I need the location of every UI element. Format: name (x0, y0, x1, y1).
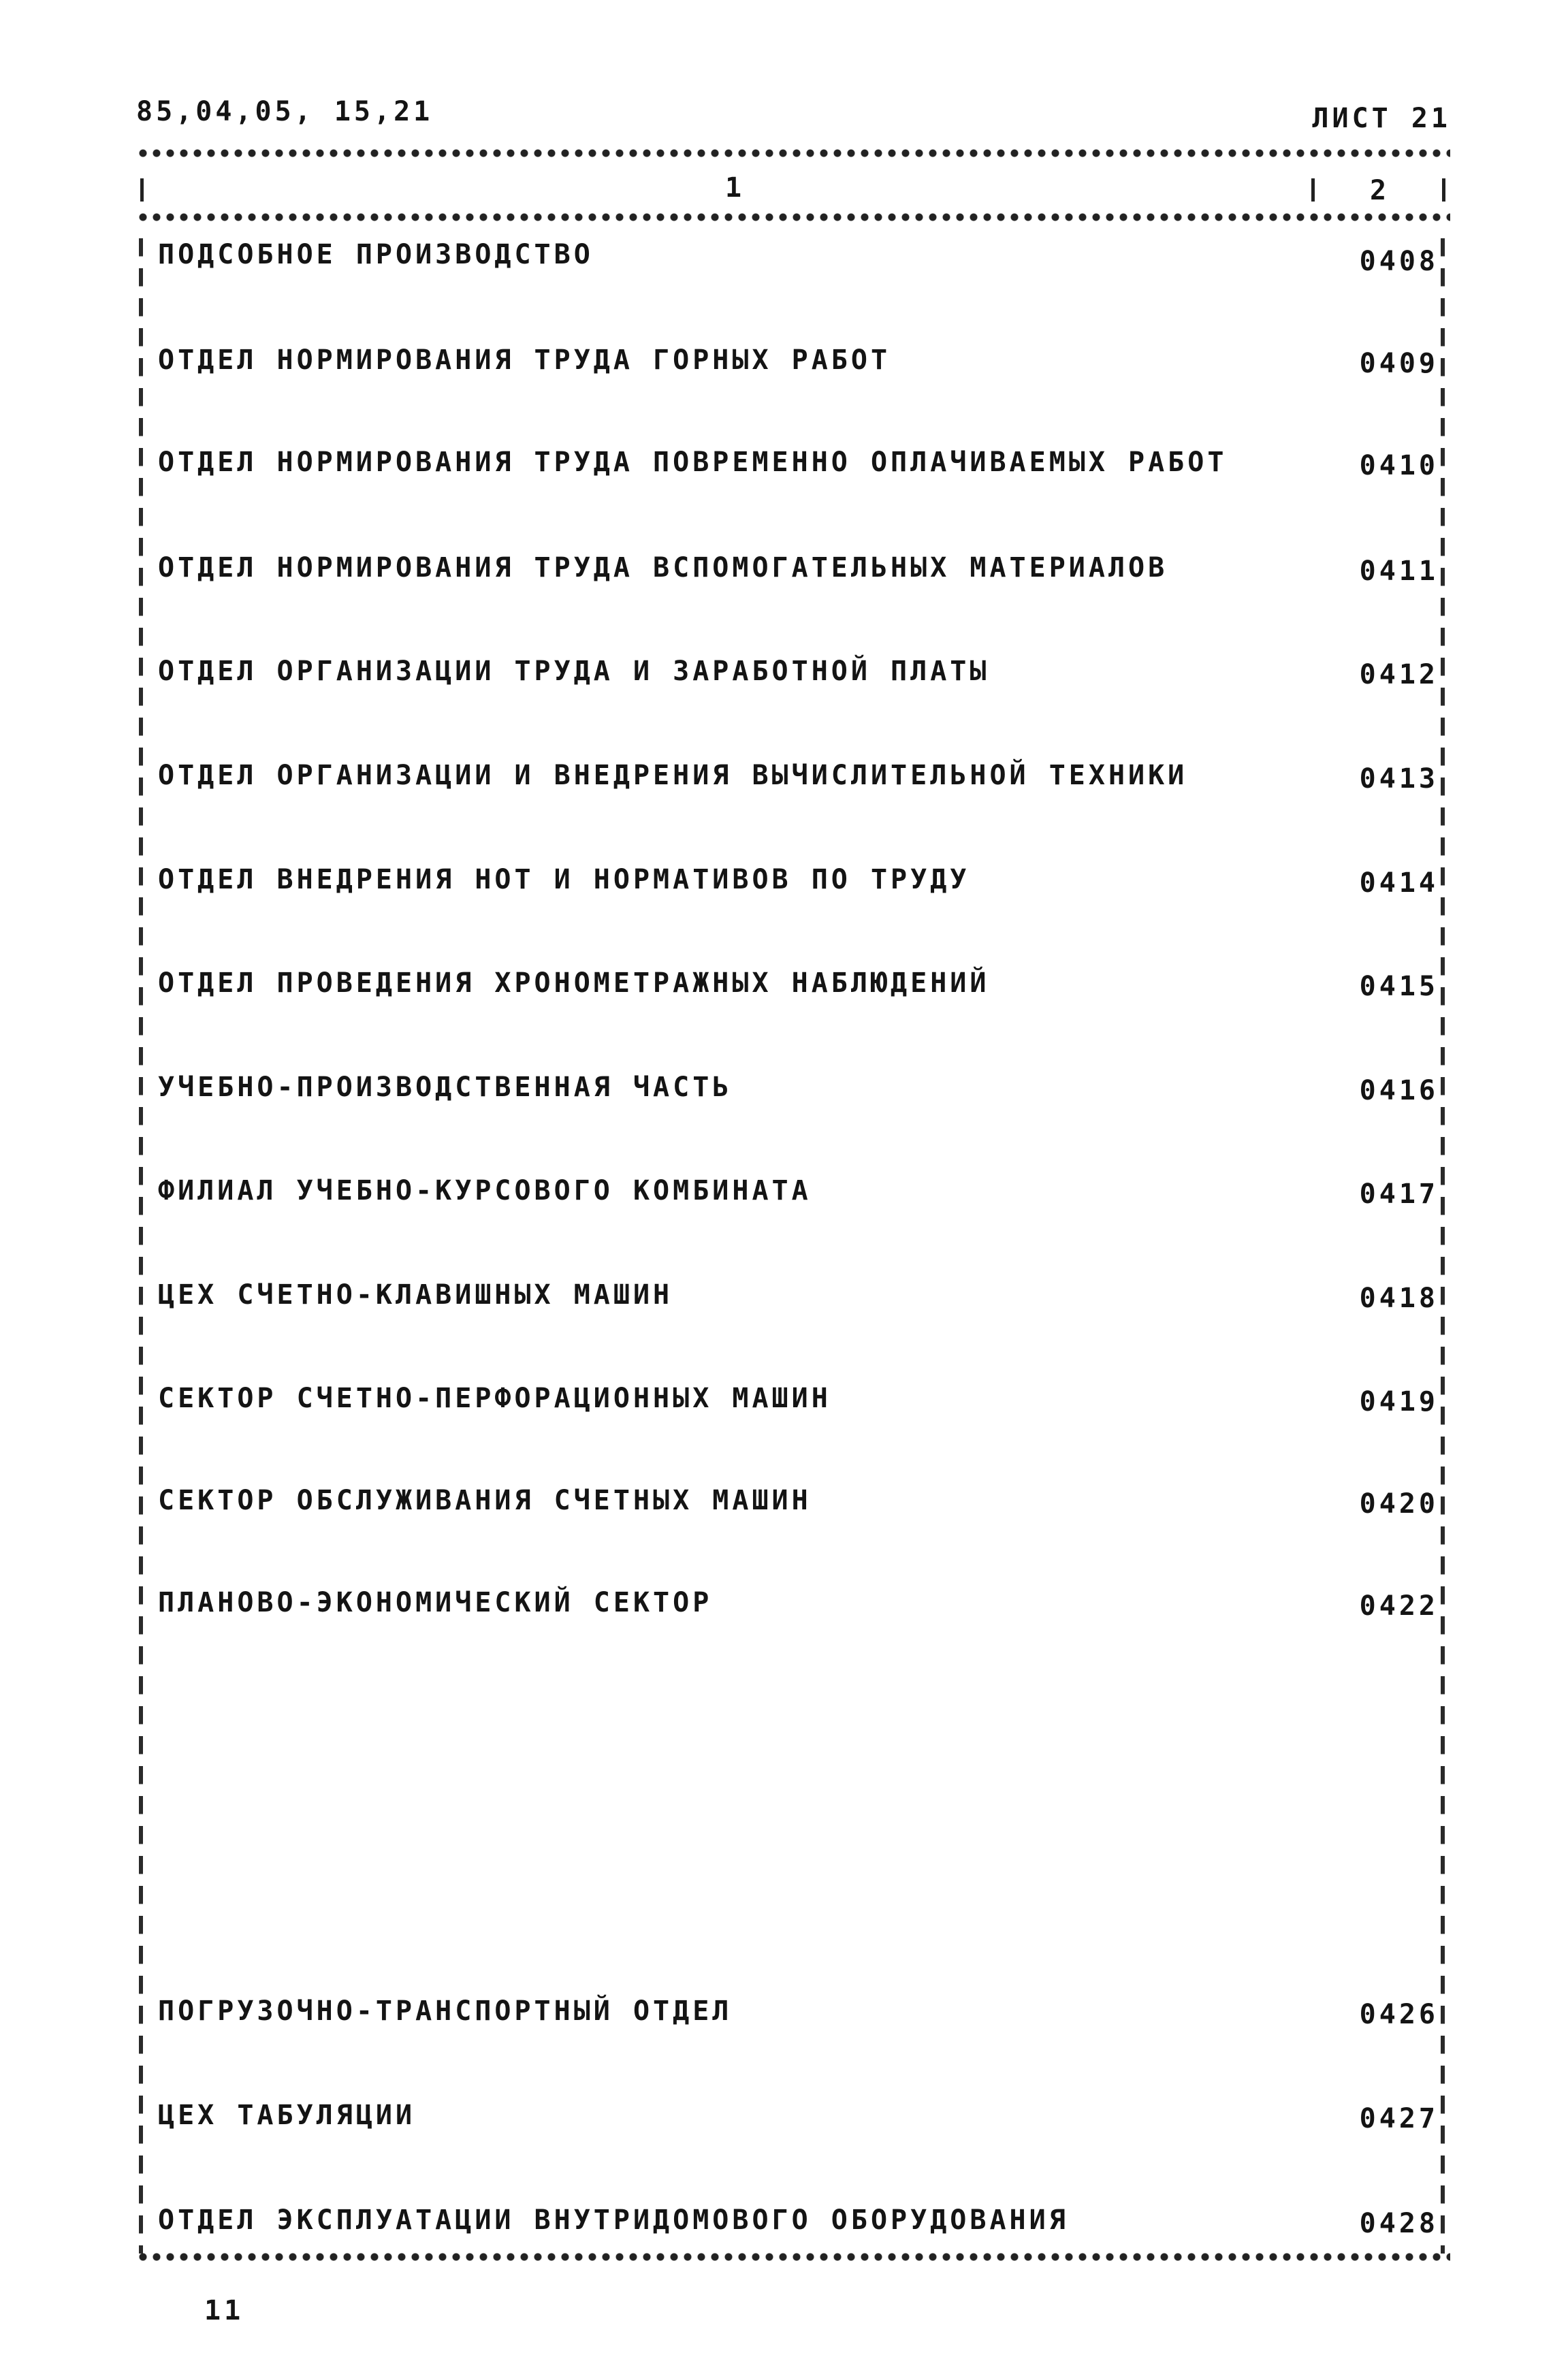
list-item-code: 0408 (1359, 246, 1439, 277)
page-number: 11 (204, 2295, 244, 2326)
list-item-code: 0427 (1359, 2103, 1439, 2134)
list-item-name: СЕКТОР ОБСЛУЖИВАНИЯ СЧЕТНЫХ МАШИН (158, 1485, 812, 1516)
list-item-code: 0412 (1359, 659, 1439, 690)
list-item-code: 0414 (1359, 867, 1439, 899)
list-item-code: 0417 (1359, 1179, 1439, 1210)
list-item-name: ФИЛИАЛ УЧЕБНО-КУРСОВОГО КОМБИНАТА (158, 1175, 812, 1206)
left-rule (140, 178, 144, 202)
list-item-name: СЕКТОР СЧЕТНО-ПЕРФОРАЦИОННЫХ МАШИН (158, 1383, 831, 1414)
list-item-name: ПОДСОБНОЕ ПРОИЗВОДСТВО (158, 239, 594, 270)
list-item-code: 0419 (1359, 1386, 1439, 1417)
list-item-code: 0410 (1359, 450, 1439, 481)
column-divider (1311, 178, 1315, 202)
header-separator (136, 212, 1450, 222)
bottom-border (136, 2252, 1450, 2262)
column-header-2: 2 (1370, 175, 1390, 206)
list-item-code: 0415 (1359, 971, 1439, 1002)
list-item-code: 0420 (1359, 1488, 1439, 1520)
list-item-code: 0422 (1359, 1590, 1439, 1622)
list-item-name: УЧЕБНО-ПРОИЗВОДСТВЕННАЯ ЧАСТЬ (158, 1072, 733, 1103)
list-item-code: 0416 (1359, 1075, 1439, 1106)
list-item-name: ОТДЕЛ НОРМИРОВАНИЯ ТРУДА ПОВРЕМЕННО ОПЛАЧИВАЕМЫХ РАБОТ (158, 447, 1228, 478)
list-item-name: ОТДЕЛ ПРОВЕДЕНИЯ ХРОНОМЕТРАЖНЫХ НАБЛЮДЕНИЙ (158, 967, 990, 999)
document-date-ref: 85,04,05, 15,21 (136, 96, 434, 127)
list-item-name: ПОГРУЗОЧНО-ТРАНСПОРТНЫЙ ОТДЕЛ (158, 1996, 733, 2027)
list-item-code: 0411 (1359, 556, 1439, 587)
list-item-name: ОТДЕЛ ЭКСПЛУАТАЦИИ ВНУТРИДОМОВОГО ОБОРУДОВАНИЯ (158, 2205, 1069, 2236)
list-item-name: ЦЕХ СЧЕТНО-КЛАВИШНЫХ МАШИН (158, 1279, 673, 1311)
list-item-code: 0413 (1359, 763, 1439, 795)
list-item-code: 0428 (1359, 2208, 1439, 2239)
list-item-name: ОТДЕЛ ОРГАНИЗАЦИИ И ВНЕДРЕНИЯ ВЫЧИСЛИТЕЛЬНОЙ ТЕХНИКИ (158, 760, 1188, 791)
list-item-code: 0418 (1359, 1283, 1439, 1314)
column-header-1: 1 (725, 172, 746, 204)
list-item-code: 0426 (1359, 1999, 1439, 2030)
list-item-name: ПЛАНОВО-ЭКОНОМИЧЕСКИЙ СЕКТОР (158, 1587, 713, 1618)
top-border (136, 148, 1450, 158)
list-item-name: ОТДЕЛ НОРМИРОВАНИЯ ТРУДА ВСПОМОГАТЕЛЬНЫХ МАТЕРИАЛОВ (158, 552, 1168, 583)
list-item-name: ОТДЕЛ ВНЕДРЕНИЯ НОТ И НОРМАТИВОВ ПО ТРУДУ (158, 864, 970, 895)
right-rule (1442, 178, 1445, 202)
list-item-code: 0409 (1359, 348, 1439, 379)
right-side-rule (1441, 238, 1445, 2254)
list-item-name: ЦЕХ ТАБУЛЯЦИИ (158, 2100, 416, 2131)
left-side-rule (139, 238, 143, 2254)
sheet-number: ЛИСТ 21 (1312, 103, 1451, 134)
list-item-name: ОТДЕЛ НОРМИРОВАНИЯ ТРУДА ГОРНЫХ РАБОТ (158, 344, 891, 376)
list-item-name: ОТДЕЛ ОРГАНИЗАЦИИ ТРУДА И ЗАРАБОТНОЙ ПЛАТЫ (158, 656, 990, 687)
